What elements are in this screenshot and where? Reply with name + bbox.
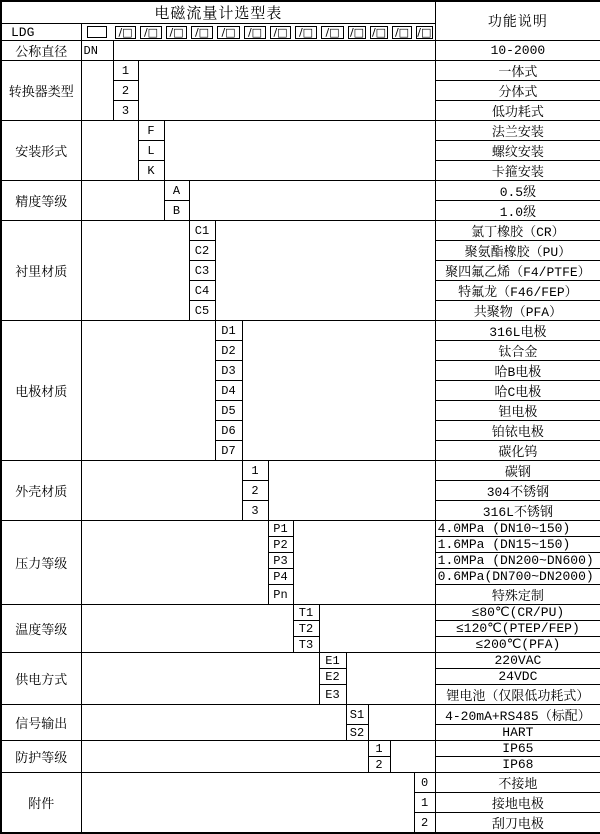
function-desc-cell: ≤120℃(PTEP/FEP) xyxy=(435,621,600,637)
option-code-cell: P3 xyxy=(268,553,293,569)
model-code-cell xyxy=(81,24,113,41)
option-code-cell: A xyxy=(164,181,189,201)
function-desc-cell: 法兰安装 xyxy=(435,121,600,141)
option-code-cell: 1 xyxy=(113,61,138,81)
option-code-cell: 3 xyxy=(242,501,268,521)
option-code-cell: T2 xyxy=(293,621,319,637)
function-desc-cell: 铂铱电极 xyxy=(435,421,600,441)
model-segment-box-icon: /□ xyxy=(191,26,213,39)
option-code-cell: C2 xyxy=(189,241,215,261)
option-code-cell: B xyxy=(164,201,189,221)
function-desc-cell: 316L不锈钢 xyxy=(435,501,600,521)
model-segment-cell xyxy=(319,24,346,41)
model-segment-box-icon: /□ xyxy=(349,25,365,39)
model-segment-cell xyxy=(242,24,268,41)
option-code-cell: E2 xyxy=(319,669,346,685)
band-left-filler xyxy=(81,773,414,834)
function-desc-cell: 特殊定制 xyxy=(435,585,600,605)
function-desc-cell: 锂电池（仅限低功耗式） xyxy=(435,685,600,705)
option-code-cell: 0 xyxy=(414,773,435,793)
option-code-cell: 2 xyxy=(113,81,138,101)
band-label: 精度等级 xyxy=(1,181,81,221)
band-label: 电极材质 xyxy=(1,321,81,461)
function-desc-cell: 碳钢 xyxy=(435,461,600,481)
model-segment-cell xyxy=(189,24,215,41)
function-desc-cell: 哈C电极 xyxy=(435,381,600,401)
model-segment-cell xyxy=(215,24,242,41)
option-code-cell: D3 xyxy=(215,361,242,381)
model-segment-cell xyxy=(268,24,293,41)
function-desc-cell: 24VDC xyxy=(435,669,600,685)
model-segment-cell xyxy=(164,24,189,41)
option-code-cell: C1 xyxy=(189,221,215,241)
option-code-cell: T1 xyxy=(293,605,319,621)
function-desc-cell: 316L电极 xyxy=(435,321,600,341)
function-desc-cell: 碳化钨 xyxy=(435,441,600,461)
option-code-cell: L xyxy=(138,141,164,161)
option-code-cell: P1 xyxy=(268,521,293,537)
band-right-filler xyxy=(368,705,435,741)
option-code-cell: D7 xyxy=(215,441,242,461)
band-right-filler xyxy=(390,741,435,773)
function-desc-cell: 聚氨酯橡胶（PU） xyxy=(435,241,600,261)
option-code-cell: E3 xyxy=(319,685,346,705)
function-desc-cell: 一体式 xyxy=(435,61,600,81)
model-segment-box-icon: /□ xyxy=(392,26,412,39)
model-segment-box-icon: /□ xyxy=(371,25,387,39)
option-code-cell: C3 xyxy=(189,261,215,281)
option-code-cell: K xyxy=(138,161,164,181)
option-code-cell: D4 xyxy=(215,381,242,401)
model-segment-cell xyxy=(346,24,368,41)
band-right-filler xyxy=(138,61,435,121)
option-code-cell: F xyxy=(138,121,164,141)
function-desc-cell: 接地电极 xyxy=(435,793,600,813)
band-label: 温度等级 xyxy=(1,605,81,653)
function-desc-cell: HART xyxy=(435,725,600,741)
option-code-cell: D2 xyxy=(215,341,242,361)
option-code-cell: D6 xyxy=(215,421,242,441)
model-segment-box-icon: /□ xyxy=(166,26,187,39)
option-code-cell: 2 xyxy=(414,813,435,834)
model-segment-cell xyxy=(138,24,164,41)
band-right-filler xyxy=(346,653,435,705)
band-label: 防护等级 xyxy=(1,741,81,773)
option-code-cell: E1 xyxy=(319,653,346,669)
function-desc-cell: IP68 xyxy=(435,757,600,773)
function-desc-cell: 哈B电极 xyxy=(435,361,600,381)
function-desc-cell: IP65 xyxy=(435,741,600,757)
function-desc-cell: 1.0MPa (DN200~DN600) xyxy=(435,553,600,569)
function-desc-cell: ≤200℃(PFA) xyxy=(435,637,600,653)
model-segment-box-icon: /□ xyxy=(140,26,162,39)
model-segment-cell xyxy=(368,24,390,41)
band-left-filler xyxy=(81,705,346,741)
function-desc-cell: 0.6MPa(DN700~DN2000) xyxy=(435,569,600,585)
model-segment-box-icon: /□ xyxy=(321,26,344,39)
option-code-cell: 1 xyxy=(242,461,268,481)
function-desc-cell: 1.6MPa (DN15~150) xyxy=(435,537,600,553)
band-left-filler xyxy=(81,741,368,773)
band-left-filler xyxy=(81,521,268,605)
option-code-cell: P4 xyxy=(268,569,293,585)
function-desc-cell: 4.0MPa (DN10~150) xyxy=(435,521,600,537)
band-right-filler xyxy=(268,461,435,521)
band-left-filler xyxy=(81,461,242,521)
function-desc-cell: ≤80℃(CR/PU) xyxy=(435,605,600,621)
band-right-filler xyxy=(215,221,435,321)
function-desc-cell: 氯丁橡胶（CR） xyxy=(435,221,600,241)
band-label: 衬里材质 xyxy=(1,221,81,321)
function-desc-cell: 10-2000 xyxy=(435,41,600,61)
band-right-filler xyxy=(164,121,435,181)
table-title: 电磁流量计选型表 xyxy=(1,1,435,24)
function-desc-cell: 钽电极 xyxy=(435,401,600,421)
band-left-filler xyxy=(81,121,138,181)
band-label: 安装形式 xyxy=(1,121,81,181)
function-desc-cell: 钛合金 xyxy=(435,341,600,361)
model-segment-box-icon: /□ xyxy=(115,26,136,39)
band-left-filler xyxy=(81,61,113,121)
band-right-filler xyxy=(242,321,435,461)
function-desc-cell: 特氟龙（F46/FEP） xyxy=(435,281,600,301)
band-label: 外壳材质 xyxy=(1,461,81,521)
model-code-box-icon xyxy=(87,26,107,38)
function-desc-cell: 分体式 xyxy=(435,81,600,101)
function-desc-cell: 螺纹安装 xyxy=(435,141,600,161)
band-right-filler xyxy=(189,181,435,221)
model-segment-box-icon: /□ xyxy=(244,26,266,39)
band-left-filler xyxy=(81,181,164,221)
band-label: 信号输出 xyxy=(1,705,81,741)
function-desc-cell: 刮刀电极 xyxy=(435,813,600,834)
function-desc-cell: 聚四氟乙烯（F4/PTFE） xyxy=(435,261,600,281)
band-right-filler xyxy=(113,41,435,61)
band-right-filler xyxy=(293,521,435,605)
option-code-cell: C5 xyxy=(189,301,215,321)
option-code-cell: T3 xyxy=(293,637,319,653)
function-desc-cell: 低功耗式 xyxy=(435,101,600,121)
option-code-cell: D1 xyxy=(215,321,242,341)
model-segment-box-icon: /□ xyxy=(417,25,432,39)
option-code-cell: S1 xyxy=(346,705,368,725)
option-code-cell: S2 xyxy=(346,725,368,741)
model-segment-cell xyxy=(293,24,319,41)
function-desc-cell: 220VAC xyxy=(435,653,600,669)
model-segment-cell xyxy=(390,24,414,41)
option-code-cell: P2 xyxy=(268,537,293,553)
option-code-cell: 2 xyxy=(242,481,268,501)
band-right-filler xyxy=(319,605,435,653)
function-desc-cell: 1.0级 xyxy=(435,201,600,221)
function-desc-cell: 卡箍安装 xyxy=(435,161,600,181)
band-left-filler xyxy=(81,221,189,321)
model-segment-box-icon: /□ xyxy=(217,26,240,39)
band-label: 供电方式 xyxy=(1,653,81,705)
option-code-cell: C4 xyxy=(189,281,215,301)
band-label: 转换器类型 xyxy=(1,61,81,121)
option-code-cell: D5 xyxy=(215,401,242,421)
band-left-filler xyxy=(81,605,293,653)
function-desc-cell: 0.5级 xyxy=(435,181,600,201)
model-segment-cell xyxy=(113,24,138,41)
option-code-cell: 3 xyxy=(113,101,138,121)
option-code-cell: 1 xyxy=(368,741,390,757)
band-label: 公称直径 xyxy=(1,41,81,61)
model-segment-cell xyxy=(414,24,435,41)
model-segment-box-icon: /□ xyxy=(270,26,291,39)
band-left-filler xyxy=(81,653,319,705)
band-label: 压力等级 xyxy=(1,521,81,605)
function-desc-cell: 不接地 xyxy=(435,773,600,793)
function-desc-cell: 4-20mA+RS485（标配） xyxy=(435,705,600,725)
option-code-cell: 2 xyxy=(368,757,390,773)
function-desc-cell: 共聚物（PFA） xyxy=(435,301,600,321)
option-code-cell: 1 xyxy=(414,793,435,813)
band-label: 附件 xyxy=(1,773,81,834)
option-code-cell: DN xyxy=(81,41,113,61)
model-segment-box-icon: /□ xyxy=(295,26,317,39)
option-code-cell: Pn xyxy=(268,585,293,605)
function-column-header: 功能说明 xyxy=(435,1,600,41)
model-prefix: LDG xyxy=(1,24,81,41)
function-desc-cell: 304不锈钢 xyxy=(435,481,600,501)
band-left-filler xyxy=(81,321,215,461)
